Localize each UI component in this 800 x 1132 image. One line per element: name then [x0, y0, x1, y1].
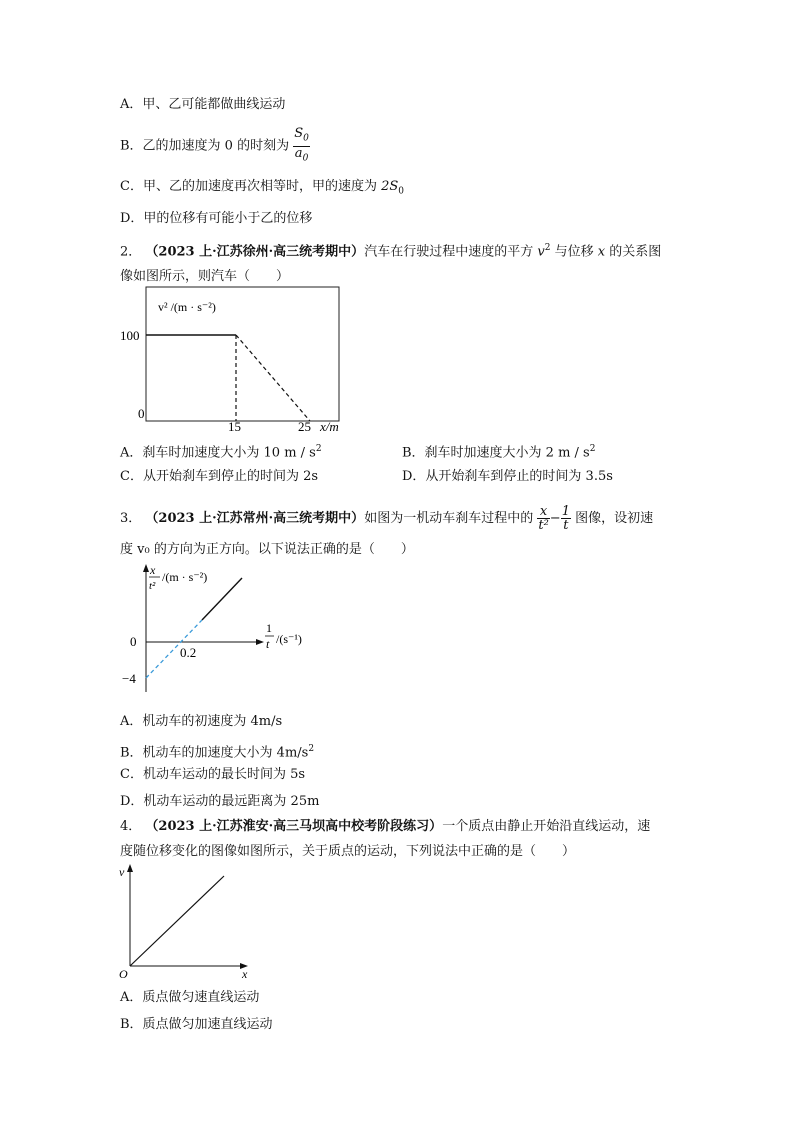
- q1-option-b-fraction: [293, 127, 310, 165]
- q2-option-d: D．从开始刹车到停止的时间为 3.5s: [402, 469, 613, 484]
- q2-number: 2．: [120, 244, 142, 260]
- q2-ylabel: v² /(m · s⁻²): [158, 300, 216, 314]
- q4-xlabel: x: [242, 967, 248, 980]
- q3-option-c: C．机动车运动的最长时间为 5s: [120, 767, 306, 782]
- q2-stem-line2: 像如图所示，则汽车（ ）: [120, 269, 290, 284]
- q1-option-c-value: 2S: [381, 179, 399, 194]
- q1-b-num: S: [294, 126, 304, 141]
- q3-x-arrow: [256, 639, 264, 645]
- q3-option-b: [120, 740, 314, 762]
- q3-frac2-num: 1: [561, 504, 570, 519]
- q4-graph: [116, 862, 256, 980]
- q1-option-c: [120, 178, 404, 201]
- q3-option-a: A．机动车的初速度为 4m/s: [120, 714, 283, 729]
- q3-number: 3．: [120, 511, 142, 526]
- q3-stem: [120, 505, 653, 532]
- q2-option-b-sup: 2: [589, 444, 596, 454]
- q2-option-b: [402, 440, 595, 462]
- q3-frac2-den: t: [563, 518, 569, 533]
- q2-stem-a: 汽车在行驶过程中速度的平方: [364, 244, 534, 260]
- q1-option-a: A．甲、乙可能都做曲线运动: [120, 97, 286, 112]
- q2-option-a: [120, 440, 322, 462]
- q3-minus: −: [549, 511, 561, 526]
- q2-origin: 0: [138, 406, 145, 421]
- q2-source: （2023 上·江苏徐州·高三统考期中）: [145, 244, 365, 260]
- q1-option-b: [120, 127, 310, 165]
- q1-b-den-sub: 0: [302, 153, 309, 164]
- q3-stem-b: 图像，设初速: [575, 511, 654, 526]
- q2-stem-x: x: [597, 244, 606, 260]
- q3-xlabel-num: 1: [266, 621, 272, 635]
- q2-stem-c: 的关系图: [609, 244, 662, 260]
- q1-b-den: a: [294, 145, 303, 161]
- q3-frac1-num: x: [537, 505, 549, 519]
- q3-ylabel-unit: /(m · s⁻²): [162, 570, 208, 584]
- q1-option-c-text: C．甲、乙的加速度再次相等时，甲的速度为: [120, 179, 377, 194]
- q2-option-b-text: B．刹车时加速度大小为 2 m / s: [402, 445, 590, 461]
- q3-stem-a: 如图为一机动车刹车过程中的: [364, 511, 534, 526]
- q4-y-arrow: [127, 864, 133, 872]
- q4-origin: O: [119, 967, 128, 980]
- q2-xlabel: x/m: [320, 419, 339, 433]
- q2-stem-var: v: [537, 244, 545, 260]
- q4-source: （2023 上·江苏淮安·高三马坝高中校考阶段练习）: [145, 819, 443, 834]
- q1-b-num-sub: 0: [303, 133, 309, 144]
- q2-option-c: C．从开始刹车到停止的时间为 2s: [120, 469, 319, 484]
- q4-stem-line2: 度随位移变化的图像如图所示，关于质点的运动，下列说法中正确的是（ ）: [120, 844, 576, 859]
- q4-line: [130, 876, 224, 966]
- q4-stem-a: 一个质点由静止开始沿直线运动，速: [442, 819, 651, 834]
- q3-x-tick: 0.2: [180, 645, 197, 660]
- q3-source: （2023 上·江苏常州·高三统考期中）: [145, 511, 365, 526]
- q2-x-tick-15: 15: [228, 419, 241, 433]
- q3-y-tick: −4: [122, 671, 136, 686]
- q3-xlabel-den: t: [266, 637, 270, 651]
- q1-option-b-text: B．乙的加速度为 0 的时刻为: [120, 138, 290, 154]
- q3-option-b-text: B．机动车的加速度大小为 4m/s: [120, 745, 309, 761]
- q3-option-b-sup: 2: [308, 744, 315, 754]
- q3-frac-x-t2: [537, 505, 549, 532]
- q2-line-decrease-dashed: [236, 335, 310, 421]
- q4-number: 4．: [120, 819, 142, 834]
- q2-option-a-sup: 2: [315, 444, 322, 454]
- q4-option-a: A．质点做匀速直线运动: [120, 990, 260, 1005]
- q2-y-tick-100: 100: [120, 328, 140, 343]
- q2-stem-b: 与位移: [554, 244, 594, 260]
- q2-stem: [120, 239, 661, 261]
- q4-stem: [120, 818, 650, 836]
- q3-line-solid: [202, 578, 242, 620]
- q2-x-tick-25: 25: [298, 419, 311, 433]
- q3-ylabel-den: t²: [149, 580, 156, 592]
- q3-y-arrow: [143, 564, 149, 572]
- q4-option-b: B．质点做匀加速直线运动: [120, 1017, 273, 1032]
- q3-origin: 0: [130, 634, 137, 649]
- q3-ylabel-num: x: [150, 563, 156, 577]
- q3-option-d: D．机动车运动的最远距离为 25m: [120, 794, 320, 809]
- q3-frac1-den: t²: [538, 518, 549, 533]
- q1-option-d: D．甲的位移有可能小于乙的位移: [120, 211, 313, 226]
- q3-xlabel-unit: /(s⁻¹): [276, 632, 302, 646]
- q3-graph: [120, 562, 320, 697]
- q4-ylabel: v: [119, 865, 125, 879]
- q3-frac-1-t: [561, 505, 571, 532]
- q2-graph: [120, 283, 370, 433]
- q3-stem-line2: 度 v₀ 的方向为正方向。以下说法正确的是（ ）: [120, 542, 414, 557]
- q2-stem-sup: 2: [544, 243, 551, 253]
- q2-option-a-text: A．刹车时加速度大小为 10 m / s: [120, 445, 316, 461]
- q1-option-c-sub: 0: [398, 186, 405, 197]
